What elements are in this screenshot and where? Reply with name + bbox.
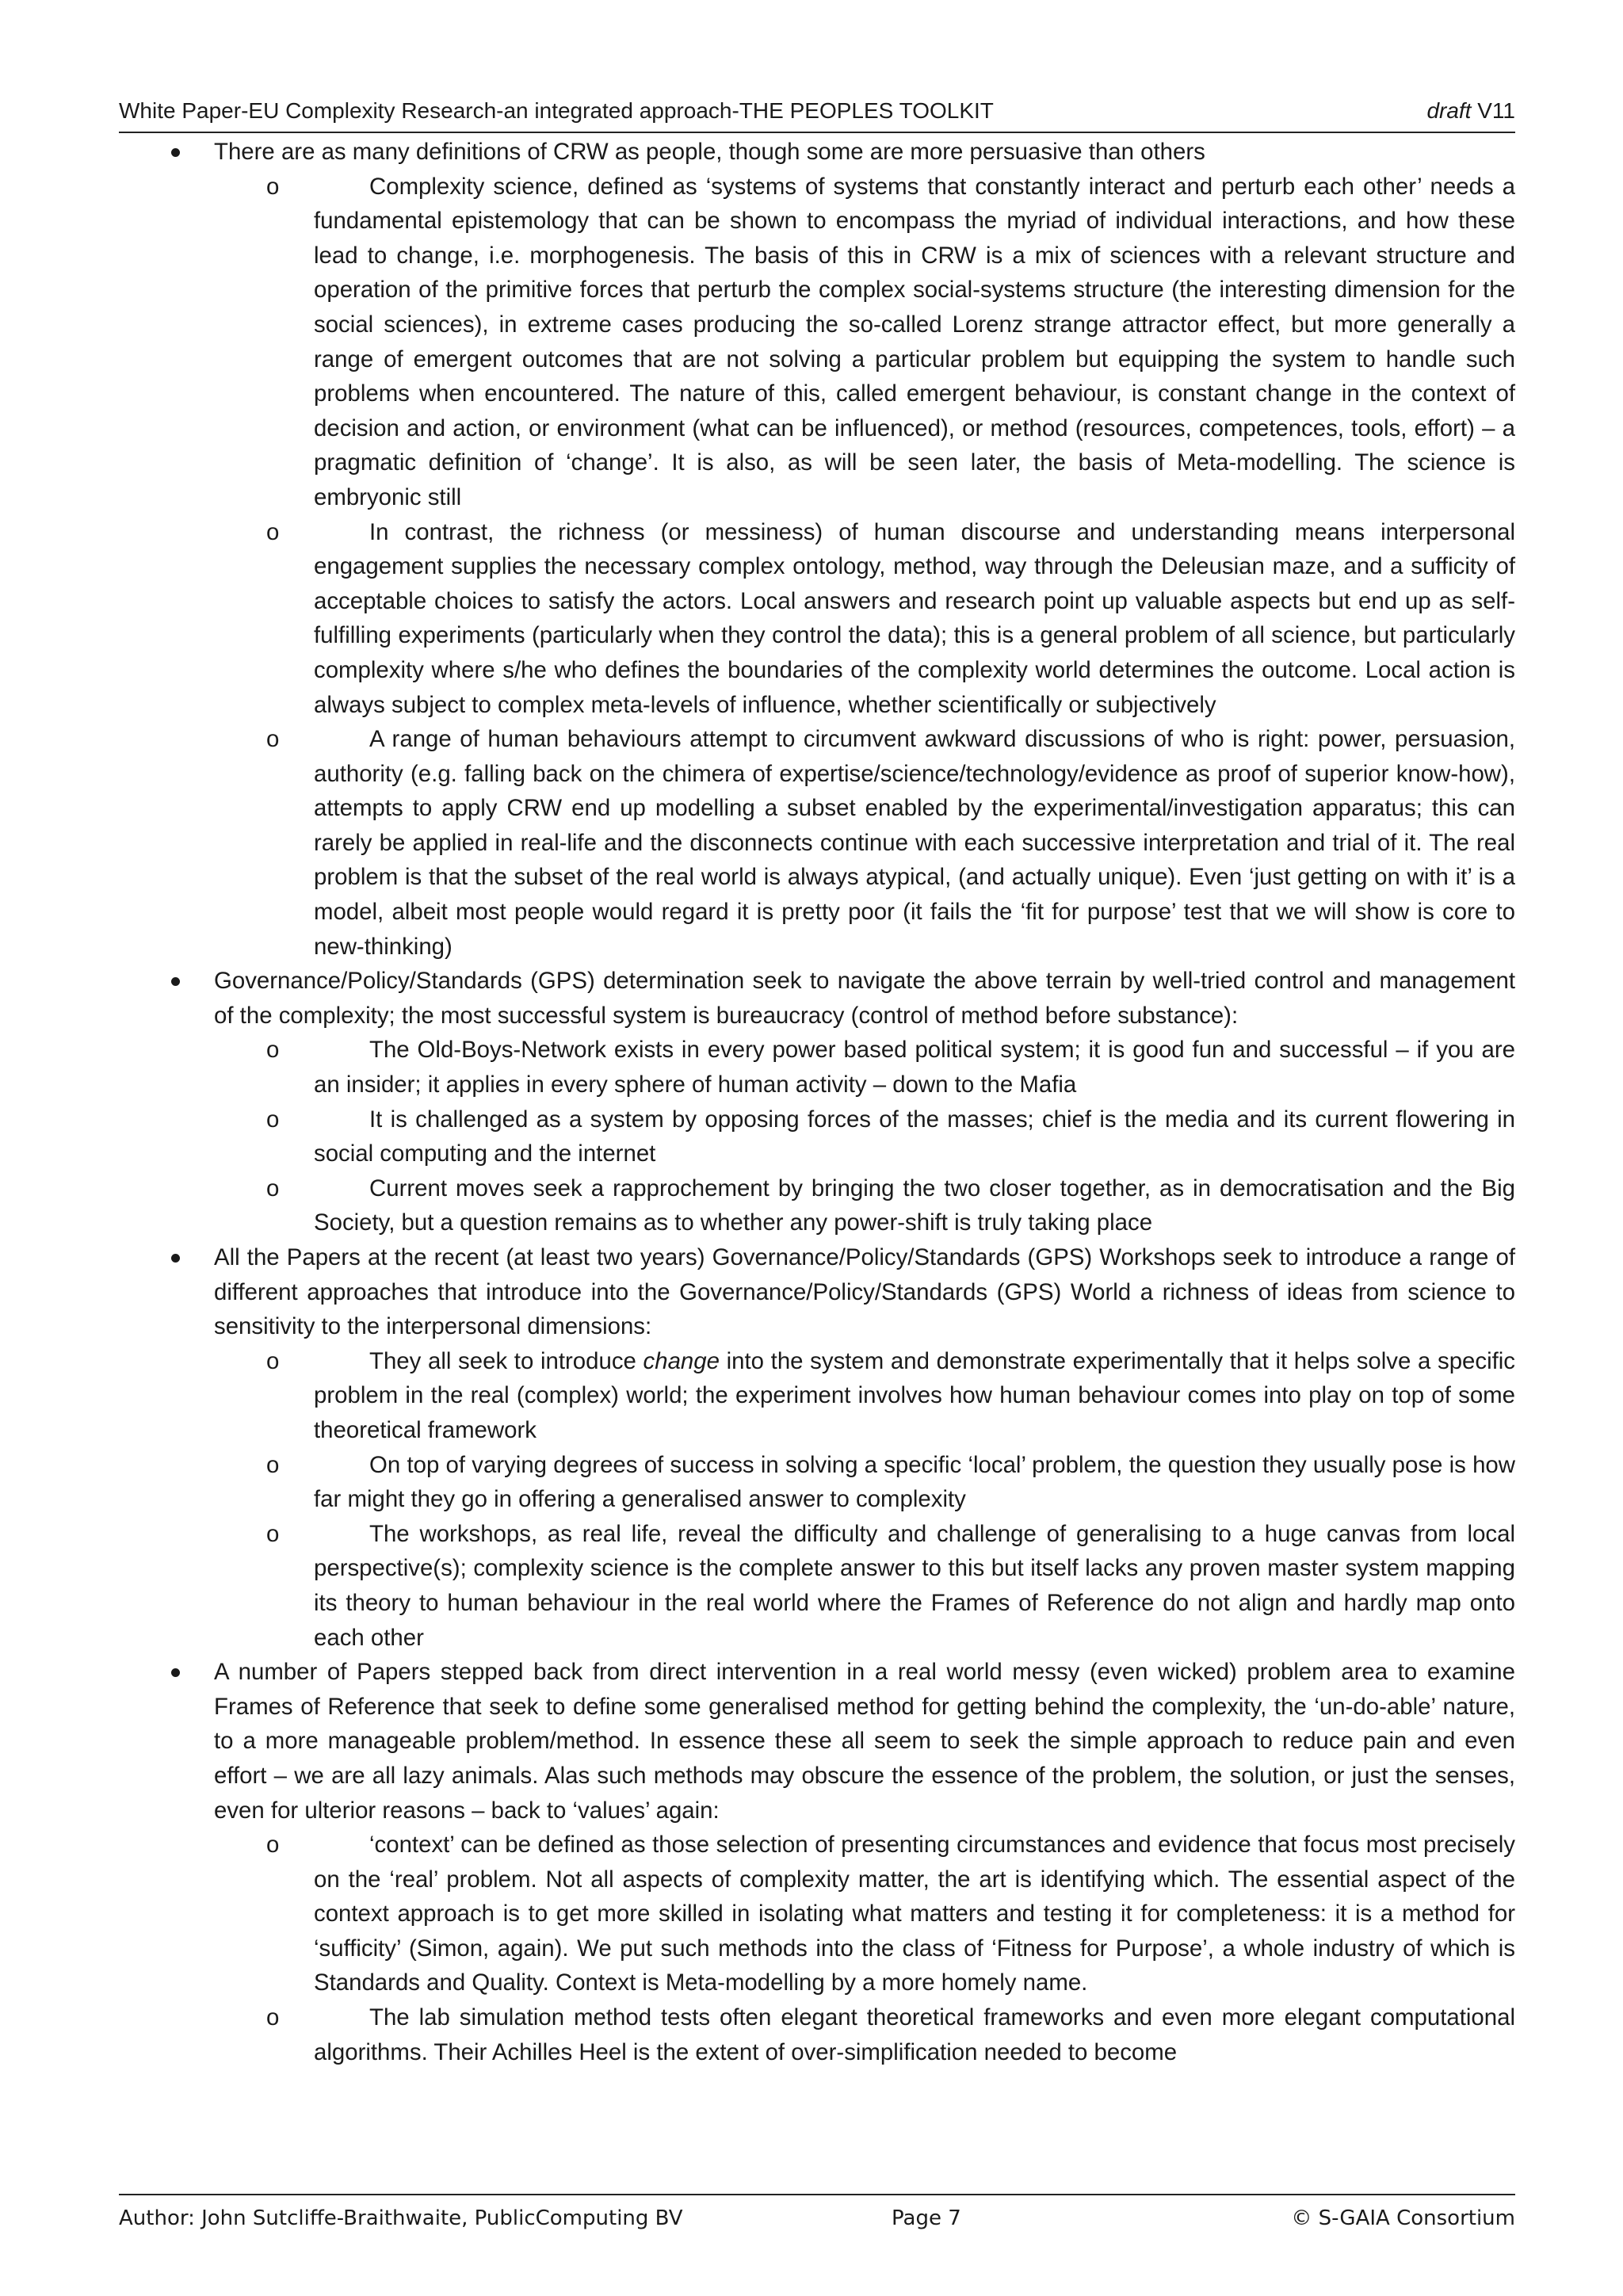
sub-text: Current moves seek a rapprochement by bringing the two closer together, as in democratisation and the Big Society, but a question remains as to whether any power-shift is truly taking place: [314, 1175, 1515, 1236]
bullet-text: All the Papers at the recent (at least two years) Governance/Policy/Standards (GPS) Workshops seek to introduce a range of different approaches that introduce into the Governance/Policy/Standards (GPS) World a richness of ideas from science to sensitivity to the interpersonal dimensions:: [214, 1244, 1515, 1340]
page-footer: [119, 2194, 1515, 2230]
sub-item: [266, 1828, 1515, 2000]
sub-marker: o: [266, 518, 280, 545]
footer-copyright: © S-GAIA Consortium: [1291, 2206, 1515, 2230]
bullet-item: [214, 135, 1515, 170]
bullet-dot: [171, 977, 180, 986]
sub-item: [266, 1102, 1515, 1171]
bullet-text: A number of Papers stepped back from direct intervention in a real world messy (even wicked) problem area to examine Frames of Reference that seek to define some generalised method for getting behind the complexity, the ‘un-do-able’ nature, to a more manageable problem/method. In essence these all seem to seek the simple approach to reduce pain and even effort – we are all lazy animals. Alas such methods may obscure the essence of the problem, the solution, or just the senses, even for ulterior reasons – back to ‘values’ again:: [214, 1659, 1515, 1824]
sub-item: [266, 722, 1515, 964]
sub-marker: o: [266, 1037, 280, 1064]
version-number: V11: [1471, 98, 1515, 123]
sub-marker: o: [266, 1106, 280, 1133]
sub-text-post: into the system and demonstrate experimentally that it helps solve a specific problem in the real (complex) world; the experiment involves how human behaviour comes into play on top of some theoretical framework: [314, 1347, 1515, 1443]
sub-item: [266, 1344, 1515, 1448]
sub-text: ‘context’ can be defined as those selection of presenting circumstances and evidence that focus most precisely on the ‘real’ problem. Not all aspects of complexity matter, the art is identifying which. The essential aspect of the context approach is to get more skilled in isolating what matters and testing it for completeness: it is a method for ‘sufficity’ (Simon, again). We put such methods into the class of ‘Fitness for Purpose’, a whole industry of which is Standards and Quality. Context is Meta-modelling by a more homely name.: [314, 1832, 1515, 1996]
page-number: Page 7: [892, 2206, 961, 2230]
sub-text: In contrast, the richness (or messiness) of human discourse and understanding means interpersonal engagement supplies the necessary complex ontology, method, way through the Deleusian maze, and a sufficity of acceptable choices to satisfy the actors. Local answers and research point up valuable aspects but end up as self-fulfilling experiments (particularly when they control the data); this is a general problem of all science, but particularly complexity where s/he who defines the boundaries of the complexity world determines the outcome. Local action is always subject to complex meta-levels of influence, whether scientifically or subjectively: [314, 518, 1515, 718]
sub-item: [266, 2000, 1515, 2069]
sub-text: Complexity science, defined as ‘systems of systems that constantly interact and perturb each other’ needs a fundamental epistemology that can be shown to encompass the myriad of individual interactions, and how these lead to change, i.e. morphogenesis. The basis of this in CRW is a mix of sciences with a relevant structure and operation of the primitive forces that perturb the complex social-systems structure (the interesting dimension for the social sciences), in extreme cases producing the so-called Lorenz strange attractor effect, but more generally a range of emergent outcomes that are not solving a particular problem but equipping the system to handle such problems when encountered. The nature of this, called emergent behaviour, is constant change in the context of decision and action, or environment (what can be influenced), or method (resources, competences, tools, effort) – a pragmatic definition of ‘change’. It is also, as will be seen later, the basis of Meta-modelling. The science is embryonic still: [314, 173, 1515, 510]
bullet-text: Governance/Policy/Standards (GPS) determination seek to navigate the above terrain by well-tried control and management of the complexity; the most successful system is bureaucracy (control of method before substance):: [214, 968, 1515, 1029]
sub-marker: o: [266, 2004, 280, 2031]
bullet-item: [214, 1655, 1515, 1828]
sub-marker: o: [266, 1347, 280, 1374]
bullet-text: There are as many definitions of CRW as people, though some are more persuasive than others: [214, 139, 1205, 165]
footer-author: Author: John Sutcliffe-Braithwaite, PublicComputing BV: [119, 2206, 683, 2230]
sub-marker: o: [266, 1175, 280, 1201]
sub-text: The workshops, as real life, reveal the difficulty and challenge of generalising to a huge canvas from local perspective(s); complexity science is the complete answer to this but itself lacks any proven master system mapping its theory to human behaviour in the real world where the Frames of Reference do not align and hardly map onto each other: [314, 1520, 1515, 1651]
sub-text: The Old-Boys-Network exists in every power based political system; it is good fun and successful – if you are an insider; it applies in every sphere of human activity – down to the Mafia: [314, 1037, 1515, 1098]
bullet-item: [214, 1240, 1515, 1344]
sub-text: On top of varying degrees of success in solving a specific ‘local’ problem, the question they usually pose is how far might they go in offering a generalised answer to complexity: [314, 1451, 1515, 1513]
bullet-dot: [171, 1668, 180, 1677]
sub-text: It is challenged as a system by opposing forces of the masses; chief is the media and its current flowering in social computing and the internet: [314, 1106, 1515, 1167]
sub-text-pre: They all seek to introduce: [369, 1347, 643, 1374]
version-label: [1426, 98, 1515, 124]
page-header: [119, 97, 1515, 133]
sub-item: [266, 1171, 1515, 1240]
sub-marker: o: [266, 1520, 280, 1547]
bullet-dot: [171, 1254, 180, 1263]
sub-item: [266, 1517, 1515, 1655]
sub-text: The lab simulation method tests often elegant theoretical frameworks and even more elegant computational algorithms. Their Achilles Heel is the extent of over-simplification needed to become: [314, 2004, 1515, 2065]
sub-item: [266, 170, 1515, 515]
sub-marker: o: [266, 1832, 280, 1859]
draft-label: draft: [1426, 98, 1472, 123]
sub-marker: o: [266, 173, 280, 200]
document-body: [0, 135, 1623, 2069]
sub-text: A range of human behaviours attempt to circumvent awkward discussions of who is right: power, persuasion, authority (e.g. falling back on the chimera of expertise/science/technology/evidence as proof of superior know-how), attempts to apply CRW end up modelling a subset enabled by the experimental/investigation apparatus; this can rarely be applied in real-life and the disconnects continue with each successive interpretation and trial of it. The real problem is that the subset of the real world is always atypical, (and actually unique). Even ‘just getting on with it’ is a model, albeit most people would regard it is pretty poor (it fails the ‘fit for purpose’ test that we will show is core to new-thinking): [314, 726, 1515, 960]
sub-item: [266, 1448, 1515, 1517]
bullet-item: [214, 964, 1515, 1033]
sub-marker: o: [266, 1451, 280, 1478]
sub-item: [266, 515, 1515, 723]
emphasis-change: change: [643, 1347, 720, 1374]
document-title: White Paper-EU Complexity Research-an integrated approach-THE PEOPLES TOOLKIT: [119, 98, 994, 123]
sub-item: [266, 1033, 1515, 1102]
sub-marker: o: [266, 726, 280, 753]
bullet-dot: [171, 148, 180, 157]
